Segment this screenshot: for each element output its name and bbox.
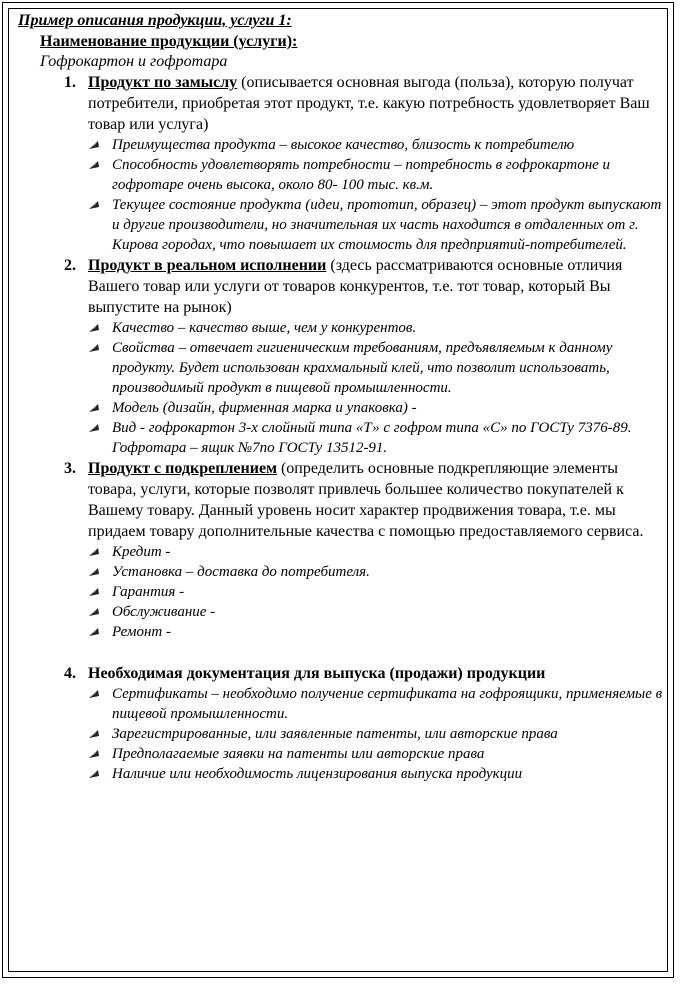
bullet-text: Зарегистрированные, или заявленные патенты, или авторские права [112, 726, 558, 742]
bullet-text: Текущее состояние продукта (идеи, прототип, образец) – этот продукт выпускают и другие производители, но значительная их часть находится в отдаленных от г. Кирова городах, что повышает их стоимость для предприятий-потребителей. [112, 197, 662, 253]
bullet-text: Вид - гофрокартон 3-х слойный типа «Т» с гофром типа «С» по ГОСТу 7376-89. Гофротара – ящик №7по ГОСТу 13512-91. [112, 420, 632, 456]
bullet-text: Предполагаемые заявки на патенты или авторские права [112, 746, 485, 762]
bullet-text: Кредит - [112, 544, 171, 560]
bullet-text: Преимущества продукта – высокое качество, близость к потребителю [112, 137, 575, 153]
document-content [18, 11, 666, 784]
bullet-text: Установка – доставка до потребителя. [112, 564, 370, 580]
arrow-bullet-icon [88, 422, 100, 434]
section-description: (здесь рассматриваются основные отличия Вашего товар или услуги от товаров конкурентов, т.е. тот товар, который Вы выпустите на рынок) [88, 257, 623, 316]
arrow-bullet-icon [88, 748, 100, 760]
bullet-text: Гарантия - [112, 584, 185, 600]
bullet-item [112, 684, 664, 724]
arrow-bullet-icon [88, 139, 100, 151]
bullet-text: Ремонт - [112, 624, 171, 640]
bullet-item [112, 398, 664, 418]
arrow-bullet-icon [88, 768, 100, 780]
section-heading: Необходимая документация для выпуска (продажи) продукции [88, 665, 546, 682]
arrow-bullet-icon [88, 566, 100, 578]
bullet-list [88, 135, 664, 255]
section-item [64, 663, 664, 784]
section-number: 1. [64, 74, 76, 91]
bullet-text: Обслуживание - [112, 604, 216, 620]
section-text [88, 663, 664, 684]
product-name-value: Гофрокартон и гофротара [40, 53, 228, 70]
bullet-text: Модель (дизайн, фирменная марка и упаковка) - [112, 400, 417, 416]
arrow-bullet-icon [88, 728, 100, 740]
bullet-item [112, 744, 664, 764]
section-item [64, 458, 664, 663]
bullet-list [88, 318, 664, 458]
section-heading: Продукт с подкреплением [88, 460, 277, 477]
arrow-bullet-icon [88, 159, 100, 171]
bullet-text: Свойства – отвечает гигиеническим требованиям, предъявляемым к данному продукту. Будет использован крахмальный клей, что позволит использовать, производимый продукт в пищевой промышленности. [112, 340, 613, 396]
arrow-bullet-icon [88, 402, 100, 414]
bullet-item [112, 338, 664, 398]
bullet-item [112, 418, 664, 458]
section-description: (описывается основная выгода (польза), которую получат потребители, приобретая этот продукт, т.е. какую потребность удовлетворяет Ваш товар или услуга) [88, 74, 650, 133]
bullet-text: Качество – качество выше, чем у конкурентов. [112, 320, 417, 336]
bullet-text: Наличие или необходимость лицензирования выпуска продукции [112, 766, 523, 782]
arrow-bullet-icon [88, 199, 100, 211]
section-description: (определить основные подкрепляющие элементы товара, услуги, которые позволят привлечь большее количество покупателей к Вашему товару. Данный уровень носит характер продвижения товара, т.е. мы придаем товару дополнительные качества с помощью предоставляемого сервиса. [88, 460, 644, 540]
section-text [88, 255, 664, 318]
bullet-item [112, 195, 664, 255]
section-item [64, 72, 664, 255]
bullet-item [112, 582, 664, 602]
bullet-list [88, 684, 664, 784]
arrow-bullet-icon [88, 322, 100, 334]
sections-list [18, 72, 666, 784]
section-number: 2. [64, 257, 76, 274]
bullet-item [112, 764, 664, 784]
arrow-bullet-icon [88, 342, 100, 354]
arrow-bullet-icon [88, 626, 100, 638]
bullet-item [112, 602, 664, 622]
bullet-item [112, 155, 664, 195]
section-item [64, 255, 664, 458]
bullet-text: Способность удовлетворять потребности – потребность в гофрокартоне и гофротаре очень высока, около 80- 100 тыс. кв.м. [112, 157, 611, 193]
section-heading: Продукт по замыслу [88, 74, 238, 91]
bullet-item [112, 724, 664, 744]
bullet-text: Сертификаты – необходимо получение сертификата на гофроящики, применяемые в пищевой промышленности. [112, 686, 663, 722]
arrow-bullet-icon [88, 688, 100, 700]
arrow-bullet-icon [88, 606, 100, 618]
document-title: Пример описания продукции, услуги 1: [18, 12, 292, 29]
section-heading: Продукт в реальном исполнении [88, 257, 327, 274]
section-number: 3. [64, 460, 76, 477]
section-number: 4. [64, 665, 76, 682]
arrow-bullet-icon [88, 586, 100, 598]
bullet-item [112, 622, 664, 642]
bullet-item [112, 318, 664, 338]
bullet-item [112, 542, 664, 562]
section-spacer [88, 642, 664, 663]
bullet-item [112, 135, 664, 155]
section-text [88, 72, 664, 135]
arrow-bullet-icon [88, 546, 100, 558]
bullet-item [112, 562, 664, 582]
bullet-list [88, 542, 664, 642]
section-text [88, 458, 664, 542]
product-name-heading: Наименование продукции (услуги): [40, 33, 298, 50]
